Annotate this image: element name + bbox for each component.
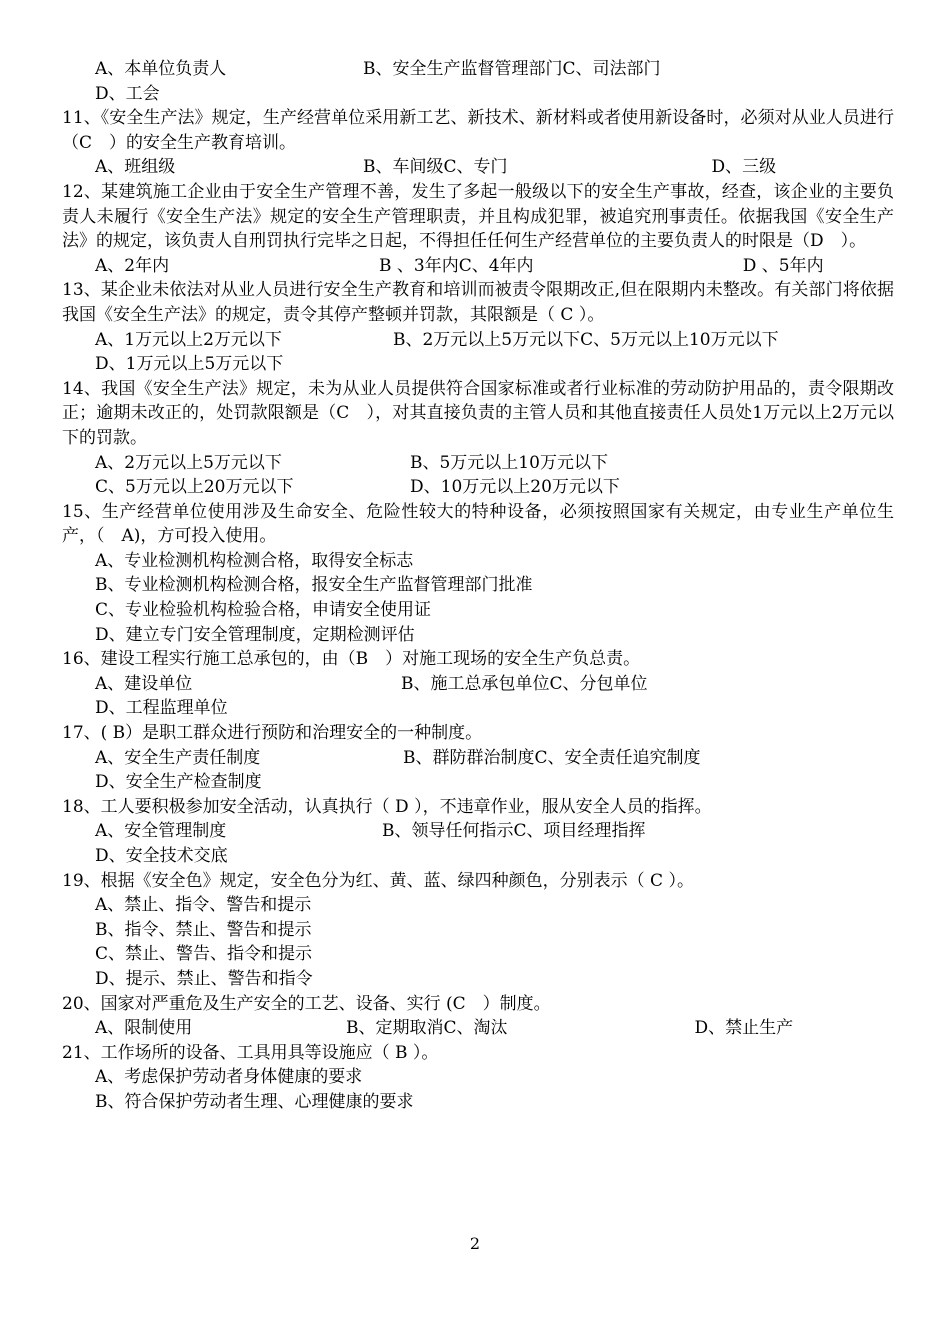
question-12 (62, 180, 894, 278)
option-a: A、2万元以上5万元以下 (95, 452, 282, 473)
page-number: 2 (469, 1234, 481, 1253)
option-d: D、安全生产检查制度 (95, 772, 262, 793)
question-options (62, 549, 894, 647)
option-d: D、建立专门安全管理制度，定期检测评估 (95, 624, 415, 645)
option-a: A、考虑保护劳动者身体健康的要求 (95, 1067, 363, 1088)
question-stem: 19、根据《安全色》规定，安全色分为红、黄、蓝、绿四种颜色，分别表示（ C ）。 (62, 870, 694, 891)
option-b: B、指令、禁止、警告和提示 (95, 919, 312, 940)
question-11 (62, 106, 894, 180)
option-a: A、限制使用 (95, 1018, 193, 1039)
option-c: C、司法部门 (562, 59, 661, 79)
option-d: D、三级 (711, 157, 777, 178)
question-options (62, 893, 894, 991)
option-a: A、禁止、指令、警告和提示 (95, 895, 312, 916)
option-a: A、专业检测机构检测合格，取得安全标志 (95, 550, 414, 571)
question-stem: 14、我国《安全生产法》规定，未为从业人员提供符合国家标准或者行业标准的劳动防护用品的，责令限期改正；逾期未改正的，处罚款限额是（C ），对其直接负责的主管人员和其他直接责任人员处1万元以上2万元以下的罚款。 (62, 378, 894, 448)
option-b: B、施工总承包单位 (401, 673, 550, 694)
option-c: C、禁止、警告、指令和提示 (95, 944, 313, 965)
question-options (62, 746, 894, 795)
question-stem: 11、《安全生产法》规定，生产经营单位采用新工艺、新技术、新材料或者使用新设备时，必须对从业人员进行（C ）的安全生产教育培训。 (62, 108, 894, 153)
question-14 (62, 377, 894, 500)
options-q10 (62, 57, 894, 106)
option-d: D、安全技术交底 (95, 846, 228, 866)
question-16 (62, 647, 894, 721)
question-21 (62, 1041, 894, 1115)
question-options (62, 155, 894, 180)
option-d: D、1万元以上5万元以下 (95, 354, 284, 375)
option-b: B、定期取消 (346, 1018, 444, 1039)
option-a: A、班组级 (95, 157, 176, 178)
question-stem: 17、( B）是职工群众进行预防和治理安全的一种制度。 (62, 723, 483, 744)
option-a: A、1万元以上2万元以下 (95, 329, 282, 350)
question-stem: 21、工作场所的设备、工具用具等设施应（ B ）。 (62, 1042, 439, 1063)
option-b: B、车间级 (363, 157, 444, 178)
option-b: B、领导任何指示 (382, 821, 514, 842)
option-b: B、符合保护劳动者生理、心理健康的要求 (95, 1091, 414, 1112)
option-d: D、工会 (95, 83, 160, 104)
question-stem: 20、国家对严重危及生产安全的工艺、设备、实行 (C ）制度。 (62, 993, 551, 1014)
question-stem: 18、工人要积极参加安全活动，认真执行（ D ），不违章作业，服从安全人员的指挥。 (62, 796, 712, 817)
question-options (62, 672, 894, 721)
option-b: B 、3年内 (379, 255, 459, 276)
question-15 (62, 500, 894, 648)
option-c: C、安全责任追究制度 (534, 747, 701, 768)
option-a: A、本单位负责人 (95, 59, 227, 79)
option-b: B、2万元以上5万元以下 (393, 329, 581, 350)
option-a: A、2年内 (95, 255, 170, 276)
question-19 (62, 869, 894, 992)
option-c: C、5万元以上10万元以下 (580, 329, 779, 350)
option-d: D 、5年内 (742, 255, 824, 276)
option-b: B、专业检测机构检测合格，报安全生产监督管理部门批准 (95, 575, 533, 596)
option-a: A、安全管理制度 (95, 821, 227, 842)
option-b: B、安全生产监督管理部门 (363, 59, 563, 79)
question-stem: 15、生产经营单位使用涉及生命安全、危险性较大的特种设备，必须按照国家有关规定，由专业生产单位生产，（ A)，方可投入使用。 (62, 501, 894, 547)
option-c: C、项目经理指挥 (513, 821, 646, 842)
option-c: C、淘汰 (443, 1018, 508, 1039)
question-stem: 12、某建筑施工企业由于安全生产管理不善，发生了多起一般级以下的安全生产事故，经查，该企业的主要负责人未履行《安全生产法》规定的安全生产管理职责，并且构成犯罪，被追究刑事责任。依据我国《安全生产法》的规定，该负责人自刑罚执行完毕之日起，不得担任任何生产经营单位的主要负责人的时限是（D ）。 (62, 181, 894, 252)
option-d: D、工程监理单位 (95, 698, 228, 719)
option-b: B、5万元以上10万元以下 (410, 452, 608, 473)
option-d: D、禁止生产 (694, 1018, 794, 1039)
question-options (62, 1065, 894, 1114)
option-c: C、分包单位 (549, 673, 648, 694)
question-options (62, 451, 894, 500)
question-options (62, 1016, 894, 1041)
option-b: B、群防群治制度 (403, 747, 535, 768)
question-options (62, 819, 894, 868)
option-a: A、建设单位 (95, 673, 193, 694)
option-c: C、专业检验机构检验合格，申请安全使用证 (95, 600, 432, 621)
question-20 (62, 992, 894, 1041)
question-stem: 16、建设工程实行施工总承包的，由（B ）对施工现场的安全生产负总责。 (62, 649, 641, 670)
option-c: C、专门 (443, 157, 508, 178)
question-list (62, 57, 894, 1115)
option-a: A、安全生产责任制度 (95, 747, 261, 768)
option-d: D、10万元以上20万元以下 (410, 477, 620, 498)
option-d: D、提示、禁止、警告和指令 (95, 968, 313, 989)
question-options (62, 254, 894, 279)
question-options (62, 328, 894, 377)
option-c: C、4年内 (458, 255, 534, 276)
question-13 (62, 278, 894, 376)
question-17 (62, 721, 894, 795)
question-stem: 13、某企业未依法对从业人员进行安全生产教育和培训而被责令限期改正,但在限期内未整改。有关部门将依据我国《安全生产法》的规定，责令其停产整顿并罚款，其限额是（ C ）。 (62, 280, 894, 325)
question-18 (62, 795, 894, 869)
option-c: C、5万元以上20万元以下 (95, 477, 294, 498)
